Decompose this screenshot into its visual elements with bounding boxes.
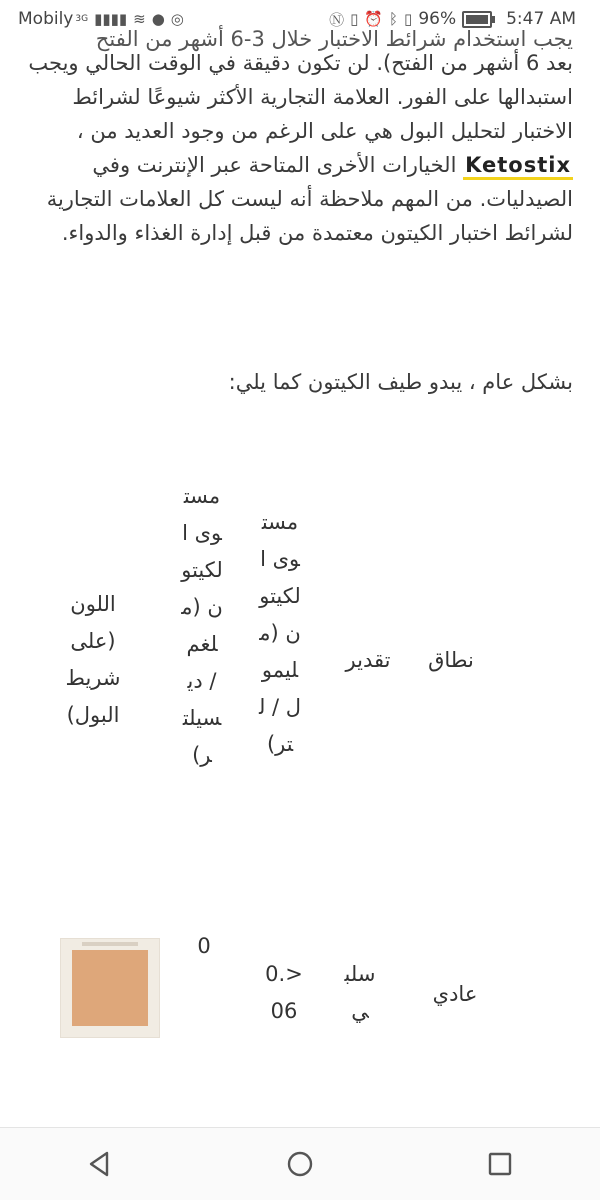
network-type: 3G xyxy=(75,14,89,24)
spectrum-intro: بشكل عام ، يبدو طيف الكيتون كما يلي: xyxy=(228,370,573,394)
carrier-name: Mobily xyxy=(18,9,74,29)
header-mmol: مستوى الكيتون (مليمول / لتر) xyxy=(258,510,302,756)
ketostix-link[interactable]: Ketostix xyxy=(463,153,573,180)
header-color: اللون (على شريط البول) xyxy=(65,592,121,727)
clock: 5:47 AM xyxy=(506,9,576,29)
bluetooth-icon: ᛒ xyxy=(389,10,399,28)
article-content xyxy=(0,27,600,1128)
paragraph-text-b: الخيارات الأخرى المتاحة عبر الإنترنت وفي الصيدليات. من المهم ملاحظة أنه ليست كل العلامات التجارية لشرائط اختبار الكيتون معتمدة من قبل إدارة الغذاء والدواء. xyxy=(46,153,573,245)
home-button[interactable] xyxy=(270,1134,330,1194)
article-paragraph xyxy=(28,27,573,250)
whatsapp-icon: ◎ xyxy=(170,10,184,28)
chat-icon: ● xyxy=(151,10,165,28)
battery-icon xyxy=(462,11,492,28)
cell-estimate: سلبي xyxy=(344,962,376,1023)
cell-mgdl: 0 xyxy=(197,934,211,958)
nfc-icon: Ⓝ xyxy=(329,10,345,29)
header-estimate: تقدير xyxy=(345,648,391,672)
header-range: نطاق xyxy=(428,648,474,672)
swatch-color xyxy=(72,950,148,1026)
urine-strip-swatch xyxy=(60,938,160,1038)
partial-line: يجب استخدام شرائط الاختبار خلال 3-6 أشهر من الفتح xyxy=(95,27,573,51)
recents-icon xyxy=(485,1149,515,1179)
recents-button[interactable] xyxy=(470,1134,530,1194)
cell-mmol: <0.06 xyxy=(265,962,303,1023)
header-mgdl: مستوى الكيتون (ملغم / ديسيلتر) xyxy=(181,484,223,767)
cell-range: عادي xyxy=(432,982,478,1006)
battery-percent: 96% xyxy=(418,9,457,29)
alarm-icon: ⏰ xyxy=(364,10,384,28)
wifi-icon: ≋ xyxy=(133,10,146,28)
navigation-bar xyxy=(0,1127,600,1200)
home-icon xyxy=(285,1149,315,1179)
back-icon xyxy=(85,1149,115,1179)
signal-icon: ▮▮▮▮ xyxy=(94,10,128,28)
back-button[interactable] xyxy=(70,1134,130,1194)
paragraph-text-a: بعد 6 أشهر من الفتح). لن تكون دقيقة في الوقت الحالي ويجب استبدالها على الفور. العلامة التجارية الأكثر شيوعًا لشرائط الاختبار لتحليل البول هي على الرغم من وجود العديد من ، xyxy=(28,51,573,143)
vibrate-icon: ▯ xyxy=(404,10,413,28)
no-sim-icon: ▯ xyxy=(350,10,359,28)
